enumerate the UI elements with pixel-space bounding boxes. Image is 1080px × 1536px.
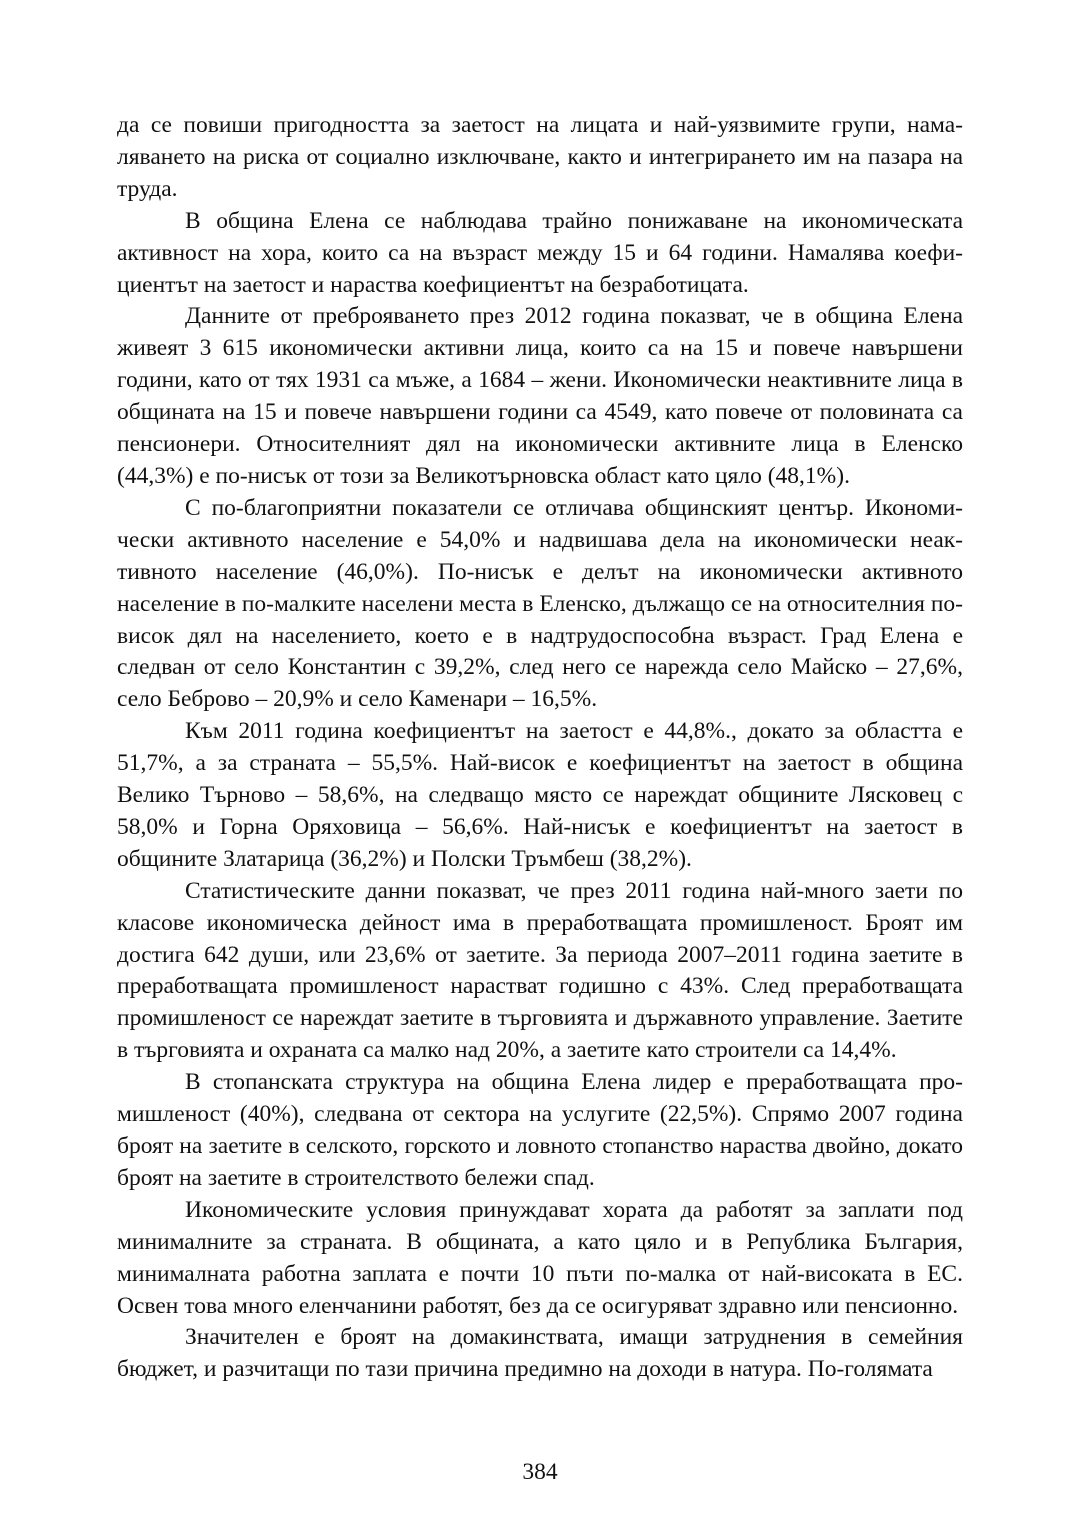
page-number: 384 [522, 1459, 558, 1485]
paragraph-1: да се повиши пригодността за заетост на лицата и най-уязвимите групи, намаляването на риска от социално изключване, както и интегрирането им на пазара на труда. [117, 112, 963, 202]
paragraph-4: С по-благоприятни показатели се отличава общинският център. Икономически активното население е 54,0% и надвишава дела на икономически неактивното население (46,0%). По-нисък е делът на икономически активното население в по-малките населени места в Еленско, дължащо се на относителния по-висок дял на населението, което е в надтрудоспособна възраст. Град Елена е следван от село Константин с 39,2%, след него се нарежда село Майско – 27,6%, село Беброво – 20,9% и село Каменари – 16,5%. [117, 494, 963, 713]
paragraph-6: Статистическите данни показват, че през 2011 година най-много заети по класове икономическа дейност има в преработващата промишленост. Броят им достига 642 души, или 23,6% от заетите. За периода 2007–2011 година заетите в преработващата промишленост нарастват годишно с 43%. След преработващата промишленост се нареждат заетите в търговията и държавното управление. Заетите в търговията и охраната са малко над 20%, а заетите като строители са 14,4%. [117, 877, 963, 1064]
paragraph-9: Значителен е броят на домакинствата, имащи затруднения в семейния бюджет, и разчитащи по тази причина предимно на доходи в натура. По-голямата [117, 1324, 963, 1383]
paragraph-2: В община Елена се наблюдава трайно понижаване на икономическата активност на хора, които са на възраст между 15 и 64 години. Намалява коефициентът на заетост и нараства коефициентът на безработицата. [117, 207, 963, 298]
page-body [117, 110, 963, 1386]
paragraph-7: В стопанската структура на община Елена лидер е преработващата промишленост (40%), следвана от сектора на услугите (22,5%). Спрямо 2007 година броят на заетите в селското, горското и ловното стопанство нараства двойно, докато броят на заетите в строителството бележи спад. [117, 1069, 963, 1191]
paragraph-8: Икономическите условия принуждават хората да работят за заплати под минималните за страната. В общината, а като цяло и в Република България, минималната работна заплата е почти 10 пъти по-малка от най-високата в ЕС. Освен това много еленчанини работят, без да се осигуряват здравно или пенсионно. [117, 1196, 963, 1319]
paragraph-3: Данните от преброяването през 2012 година показват, че в община Елена живеят 3 615 икономически активни лица, които са на 15 и повече навършени години, като от тях 1931 са мъже, а 1684 – жени. Икономически неактивните лица в общината на 15 и повече навършени години са 4549, като повече от половината са пенсионери. Относителният дял на икономически активните лица в Еленско (44,3%) е по-нисък от този за Великотърновска област като цяло (48,1%). [117, 303, 963, 489]
paragraph-5: Към 2011 година коефициентът на заетост е 44,8%., докато за областта е 51,7%, а за страната – 55,5%. Най-висок е коефициентът на заетост в община Велико Търново – 58,6%, на следващо място се нареждат общините Лясковец с 58,0% и Горна Оряховица – 56,6%. Най-нисък е коефициентът на заетост в общините Златарица (36,2%) и Полски Тръмбеш (38,2%). [117, 718, 963, 872]
